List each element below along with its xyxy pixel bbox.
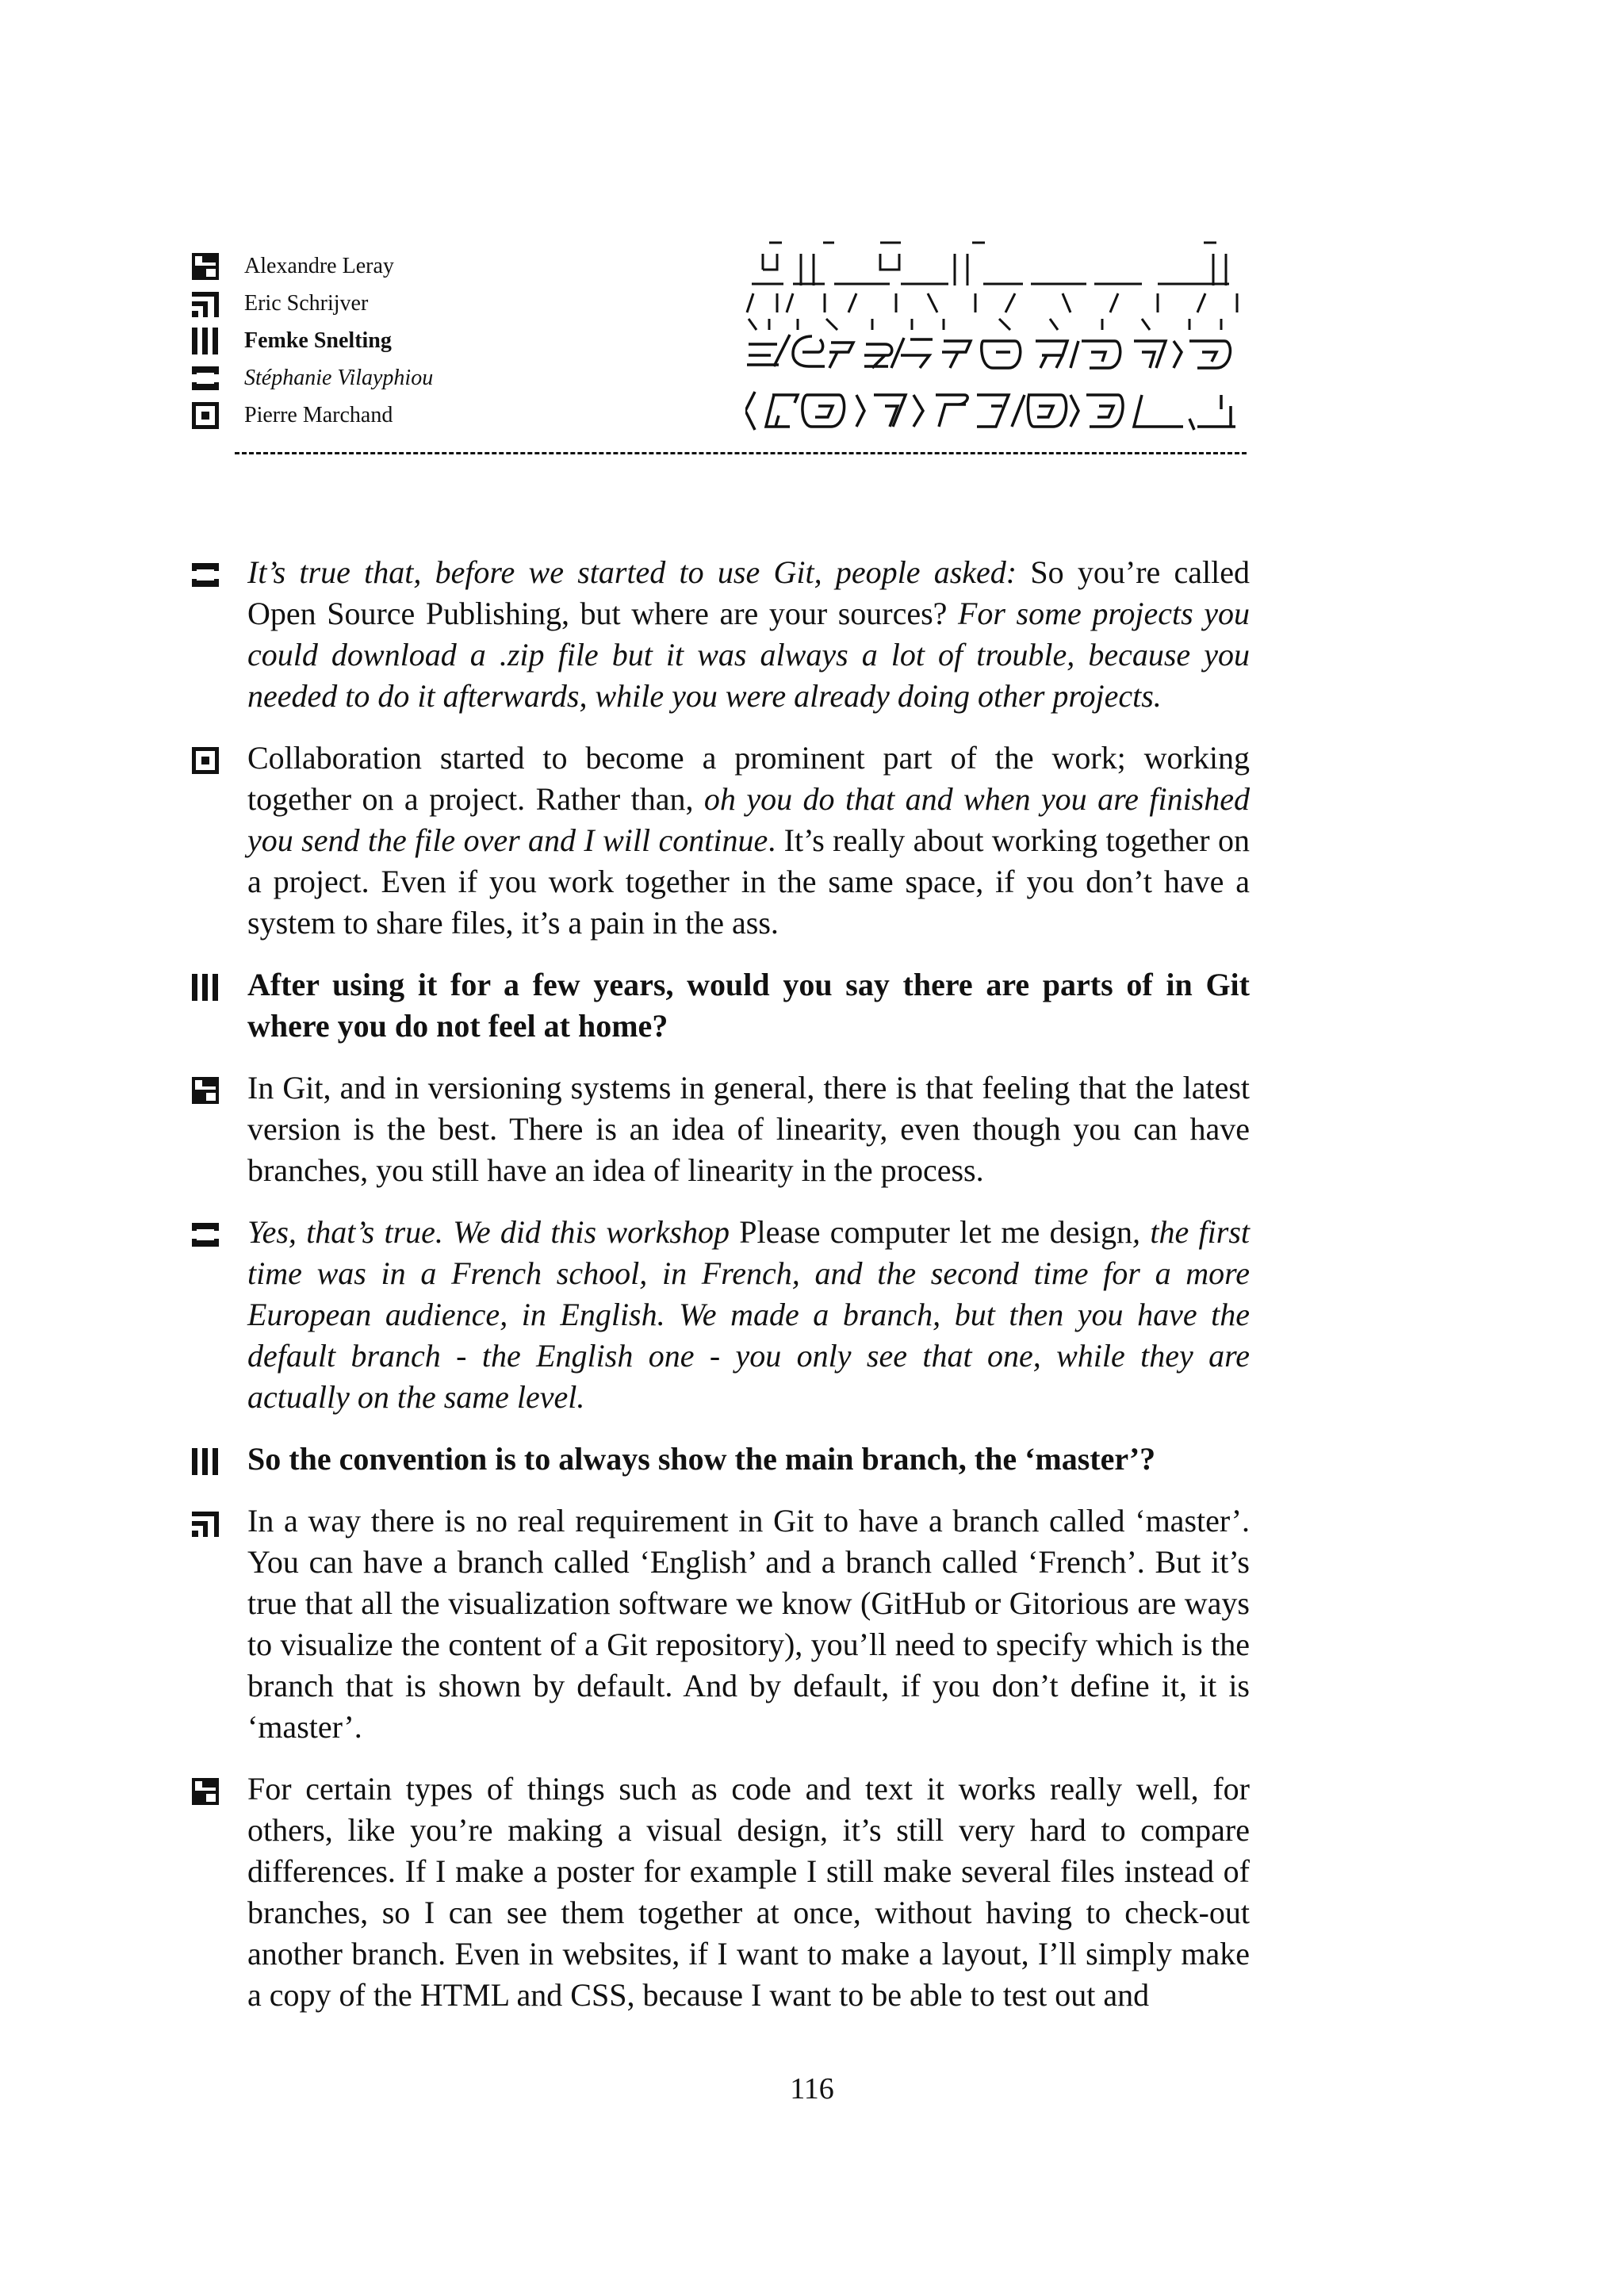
speaker-icon-pierre bbox=[190, 745, 220, 776]
participant-legend bbox=[190, 247, 433, 434]
interview-body bbox=[190, 552, 1250, 2037]
legend-row bbox=[190, 359, 433, 397]
text-segment: Collaboration started to become a prominent part of the work; working together on a project. Rather than, bbox=[247, 740, 1250, 817]
legend-row bbox=[190, 285, 433, 322]
title-art-row-2 bbox=[747, 335, 1230, 368]
text-segment: In a way there is no real requirement in Git to have a branch called ‘master’. You can have a branch called ‘English’ and a branch called ‘French’. But it’s true that all the visualization software we know (GitHub or Gitorious are ways to visualize the content of a Git repository), you’ll need to specify which is the branch that is shown by default. And by default, if you don’t define it, it is ‘master’. bbox=[247, 1503, 1250, 1745]
speaker-icon-eric bbox=[190, 1508, 220, 1539]
legend-row bbox=[190, 397, 433, 434]
speaker-icon-stephanie bbox=[190, 363, 220, 393]
participant-name: Femke Snelting bbox=[244, 328, 392, 353]
participant-name: Pierre Marchand bbox=[244, 402, 393, 427]
interview-paragraph bbox=[190, 1067, 1250, 1191]
interview-answer bbox=[247, 1212, 1250, 1418]
interview-answer bbox=[247, 552, 1250, 717]
text-segment: . It’s really about working together on a project. Even if you work together in the same space, if you don’t have a system to share files, it’s a pain in the ass. bbox=[247, 822, 1250, 941]
participant-name: Eric Schrijver bbox=[244, 290, 369, 316]
text-segment: It’s true that, before we started to use Git, people asked: bbox=[247, 554, 1031, 590]
text-segment: Yes, that’s true. We did this workshop bbox=[247, 1214, 740, 1250]
speaker-icon-femke bbox=[190, 1447, 220, 1477]
interview-paragraph bbox=[190, 1500, 1250, 1748]
interview-paragraph bbox=[190, 552, 1250, 717]
interview-paragraph bbox=[190, 1212, 1250, 1418]
interview-paragraph bbox=[190, 1439, 1250, 1480]
legend-row bbox=[190, 247, 433, 285]
text-segment: So you’re called Open Source Publishing, but where are your sources? bbox=[247, 554, 1250, 631]
interview-paragraph bbox=[190, 964, 1250, 1047]
interviewer-question bbox=[247, 964, 1250, 1047]
interview-paragraph bbox=[190, 738, 1250, 944]
interviewer-question bbox=[247, 1439, 1250, 1480]
interview-answer bbox=[247, 1067, 1250, 1191]
speaker-icon-alexandre bbox=[190, 1776, 220, 1807]
legend-row bbox=[190, 322, 433, 359]
speaker-icon-eric bbox=[190, 289, 220, 319]
interview-answer bbox=[247, 738, 1250, 944]
speaker-icon-femke bbox=[190, 326, 220, 356]
speaker-icon-stephanie bbox=[190, 560, 220, 590]
title-art-logo bbox=[745, 236, 1245, 444]
speaker-icon-pierre bbox=[190, 400, 220, 431]
text-segment: oh you do that and when you are finished you send the file over and I will continue bbox=[247, 781, 1250, 858]
interview-paragraph bbox=[190, 1768, 1250, 2016]
speaker-icon-alexandre bbox=[190, 251, 220, 282]
text-segment: In Git, and in versioning systems in general, there is that feeling that the latest version is the best. There is an idea of linearity, even though you can have branches, you still have an idea of linearity in the process. bbox=[247, 1070, 1250, 1188]
text-segment: Please computer let me design bbox=[739, 1214, 1133, 1250]
header-divider bbox=[235, 452, 1247, 454]
interview-answer bbox=[247, 1500, 1250, 1748]
speaker-icon-alexandre bbox=[190, 1075, 220, 1106]
text-segment: So the convention is to always show the main branch, the ‘master’? bbox=[247, 1441, 1156, 1477]
page-number: 116 bbox=[790, 2072, 834, 2106]
speaker-icon-femke bbox=[190, 972, 220, 1002]
speaker-icon-stephanie bbox=[190, 1220, 220, 1250]
interview-answer bbox=[247, 1768, 1250, 2016]
text-segment: , the first time was in a French school, in French, and the second time for a more European audience, in English. We made a branch, but then you have the default branch - the English one - you only see that one, while they are actually on the same level. bbox=[247, 1214, 1250, 1415]
title-art-row-1 bbox=[747, 243, 1237, 330]
text-segment: For certain types of things such as code and text it works really well, for others, like you’re making a visual design, it’s still very hard to compare differences. If I make a poster for example I still make several files instead of branches, so I can see them together at once, without having to check-out another branch. Even in websites, if I want to make a layout, I’ll simply make a copy of the HTML and CSS, because I want to be able to test out and bbox=[247, 1771, 1250, 2013]
participant-name: Alexandre Leray bbox=[244, 253, 394, 278]
participant-name: Stéphanie Vilayphiou bbox=[244, 365, 434, 390]
text-segment: After using it for a few years, would you say there are parts of in Git where you do not feel at home? bbox=[247, 967, 1250, 1044]
text-segment: For some projects you could download a .zip file but it was always a lot of trouble, because you needed to do it afterwards, while you were already doing other projects. bbox=[247, 596, 1251, 714]
title-art-row-3 bbox=[745, 392, 1235, 430]
